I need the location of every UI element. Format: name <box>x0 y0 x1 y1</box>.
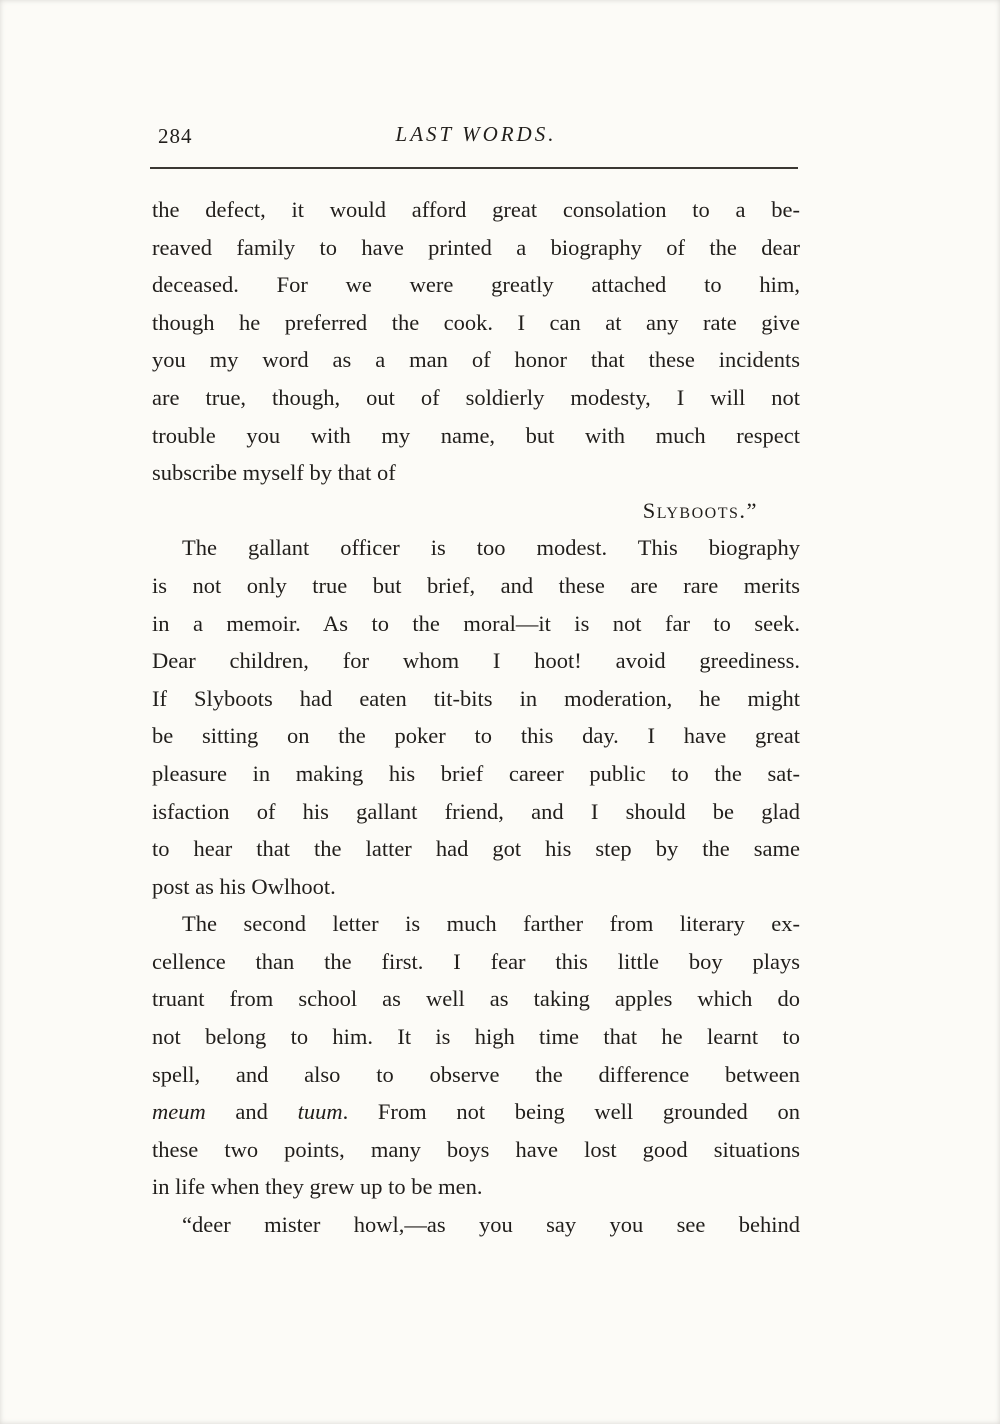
text-line: though he preferred the cook. I can at any rate give <box>152 309 800 335</box>
page-header <box>152 122 800 154</box>
text-line: not belong to him. It is high time that he learnt to <box>152 1024 800 1050</box>
text-line: the defect, it would afford great consolation to a be- <box>152 197 800 222</box>
text-line: isfaction of his gallant friend, and I should be glad <box>152 798 800 824</box>
text-line: spell, and also to observe the difference between <box>152 1061 800 1087</box>
text-line: The gallant officer is too modest. This biography <box>182 535 800 561</box>
text-line: you my word as a man of honor that these incidents <box>152 347 800 373</box>
text-line: If Slyboots had eaten tit-bits in moderation, he might <box>152 685 800 711</box>
text-line: in life when they grew up to be men. <box>152 1174 483 1200</box>
page-number: 284 <box>158 124 193 148</box>
text-line: meum and tuum. From not being well grounded on <box>152 1099 800 1125</box>
text-line: reaved family to have printed a biography of the dear <box>152 234 800 260</box>
text-line: to hear that the latter had got his step by the same <box>152 836 800 862</box>
text-line: these two points, many boys have lost good situations <box>152 1136 800 1162</box>
text-line: in a memoir. As to the moral—it is not far to seek. <box>152 610 800 636</box>
text-line: post as his Owlhoot. <box>152 873 336 899</box>
text-line: are true, though, out of soldierly modesty, I will not <box>152 384 800 410</box>
text-line: Dear children, for whom I hoot! avoid greediness. <box>152 648 800 674</box>
text-line: subscribe myself by that of <box>152 460 396 486</box>
text-line: is not only true but brief, and these are rare merits <box>152 572 800 598</box>
text-line: “deer mister howl,—as you say you see behind <box>182 1212 800 1238</box>
running-title: LAST WORDS. <box>395 122 557 146</box>
header-rule <box>150 167 798 169</box>
text-line: The second letter is much farther from literary ex- <box>182 911 800 937</box>
text-line: truant from school as well as taking apples which do <box>152 986 800 1012</box>
text-line: trouble you with my name, but with much respect <box>152 422 800 448</box>
text-line: deceased. For we were greatly attached to him, <box>152 272 800 298</box>
text-line: be sitting on the poker to this day. I have great <box>152 723 800 749</box>
text-line: pleasure in making his brief career public to the sat- <box>152 760 800 786</box>
body-text <box>152 191 800 1244</box>
signature-line: Slyboots.” <box>642 497 758 523</box>
text-line: cellence than the first. I fear this little boy plays <box>152 948 800 974</box>
